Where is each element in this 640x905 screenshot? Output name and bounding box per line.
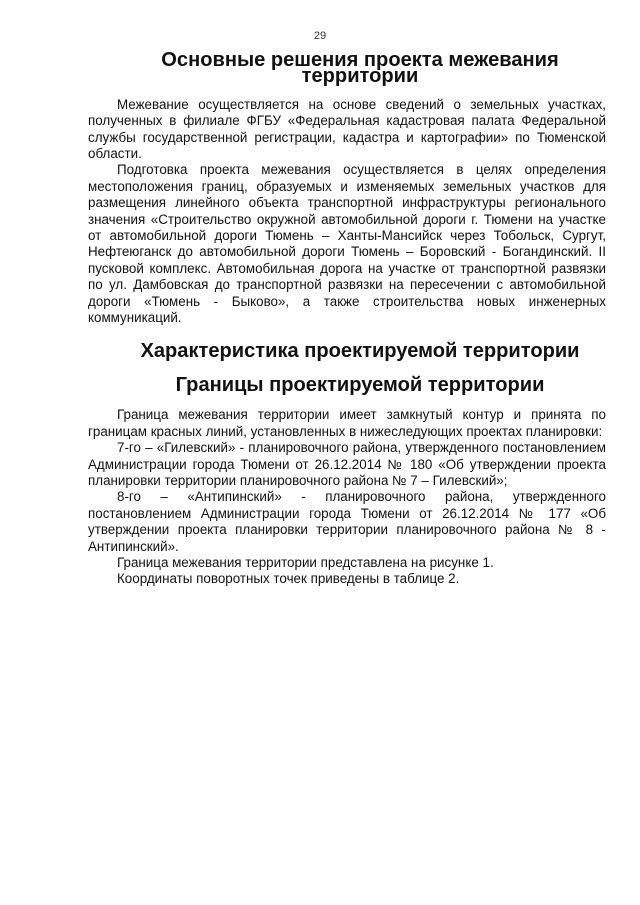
paragraph-figure-reference: Граница межевания территории представлена на рисунке 1.: [117, 554, 494, 570]
section-title-main-decisions: Основные решения проекта межевания территории: [161, 49, 559, 88]
paragraph-survey-purpose: Подготовка проекта межевания осуществляется в целях определения местоположения границ, образуемых и изменяемых земельных участков для размещения линейного объекта транспортной инфраструктуры регионального значения «Строительство окружной автомобильной дороги г. Тюмени на участке от автомобильной дороги Тюмень – Ханты-Мансийск через Тобольск, Сургут, Нефтеюганск до автомобильной дороги Тюмень – Боровский - Богандинский. II пусковой комплекс. Автомобильная дорога на участке от транспортной развязки по ул. Дамбовская до транспортной развязки на пересечении с автомобильной дороги «Тюмень - Быково», а также строительства новых инженерных коммуникаций.: [88, 162, 606, 326]
paragraph-survey-basis: Межевание осуществляется на основе сведений о земельных участках, полученных в филиале ФГБУ «Федеральная кадастровая палата Федеральной службы государственной регистрации, кадастра и картографии» по Тюменской области.: [88, 96, 606, 162]
paragraph-boundary-contour: Граница межевания территории имеет замкнутый контур и принята по границам красных линий, установленных в нижеследующих проектах планировки:: [88, 407, 606, 439]
section-title-territory-boundaries: Границы проектируемой территории: [175, 373, 545, 396]
paragraph-district-8: 8-го – «Антипинский» - планировочного района, утвержденного постановлением Администрации города Тюмени от 26.12.2014 № 177 «Об утверждении проекта планировки территории планировочного района № 8 - Антипинский».: [88, 489, 606, 554]
document-body: [88, 49, 606, 588]
paragraph-table-reference: Координаты поворотных точек приведены в таблице 2.: [117, 571, 460, 587]
page-number: 29: [313, 30, 327, 42]
paragraph-district-7: 7-го – «Гилевский» - планировочного района, утвержденного постановлением Администрации города Тюмени от 26.12.2014 № 180 «Об утверждении проекта планировки территории планировочного района № 7 – Гилевский»;: [88, 440, 606, 488]
section-title-territory-characteristics: Характеристика проектируемой территории: [140, 339, 580, 362]
